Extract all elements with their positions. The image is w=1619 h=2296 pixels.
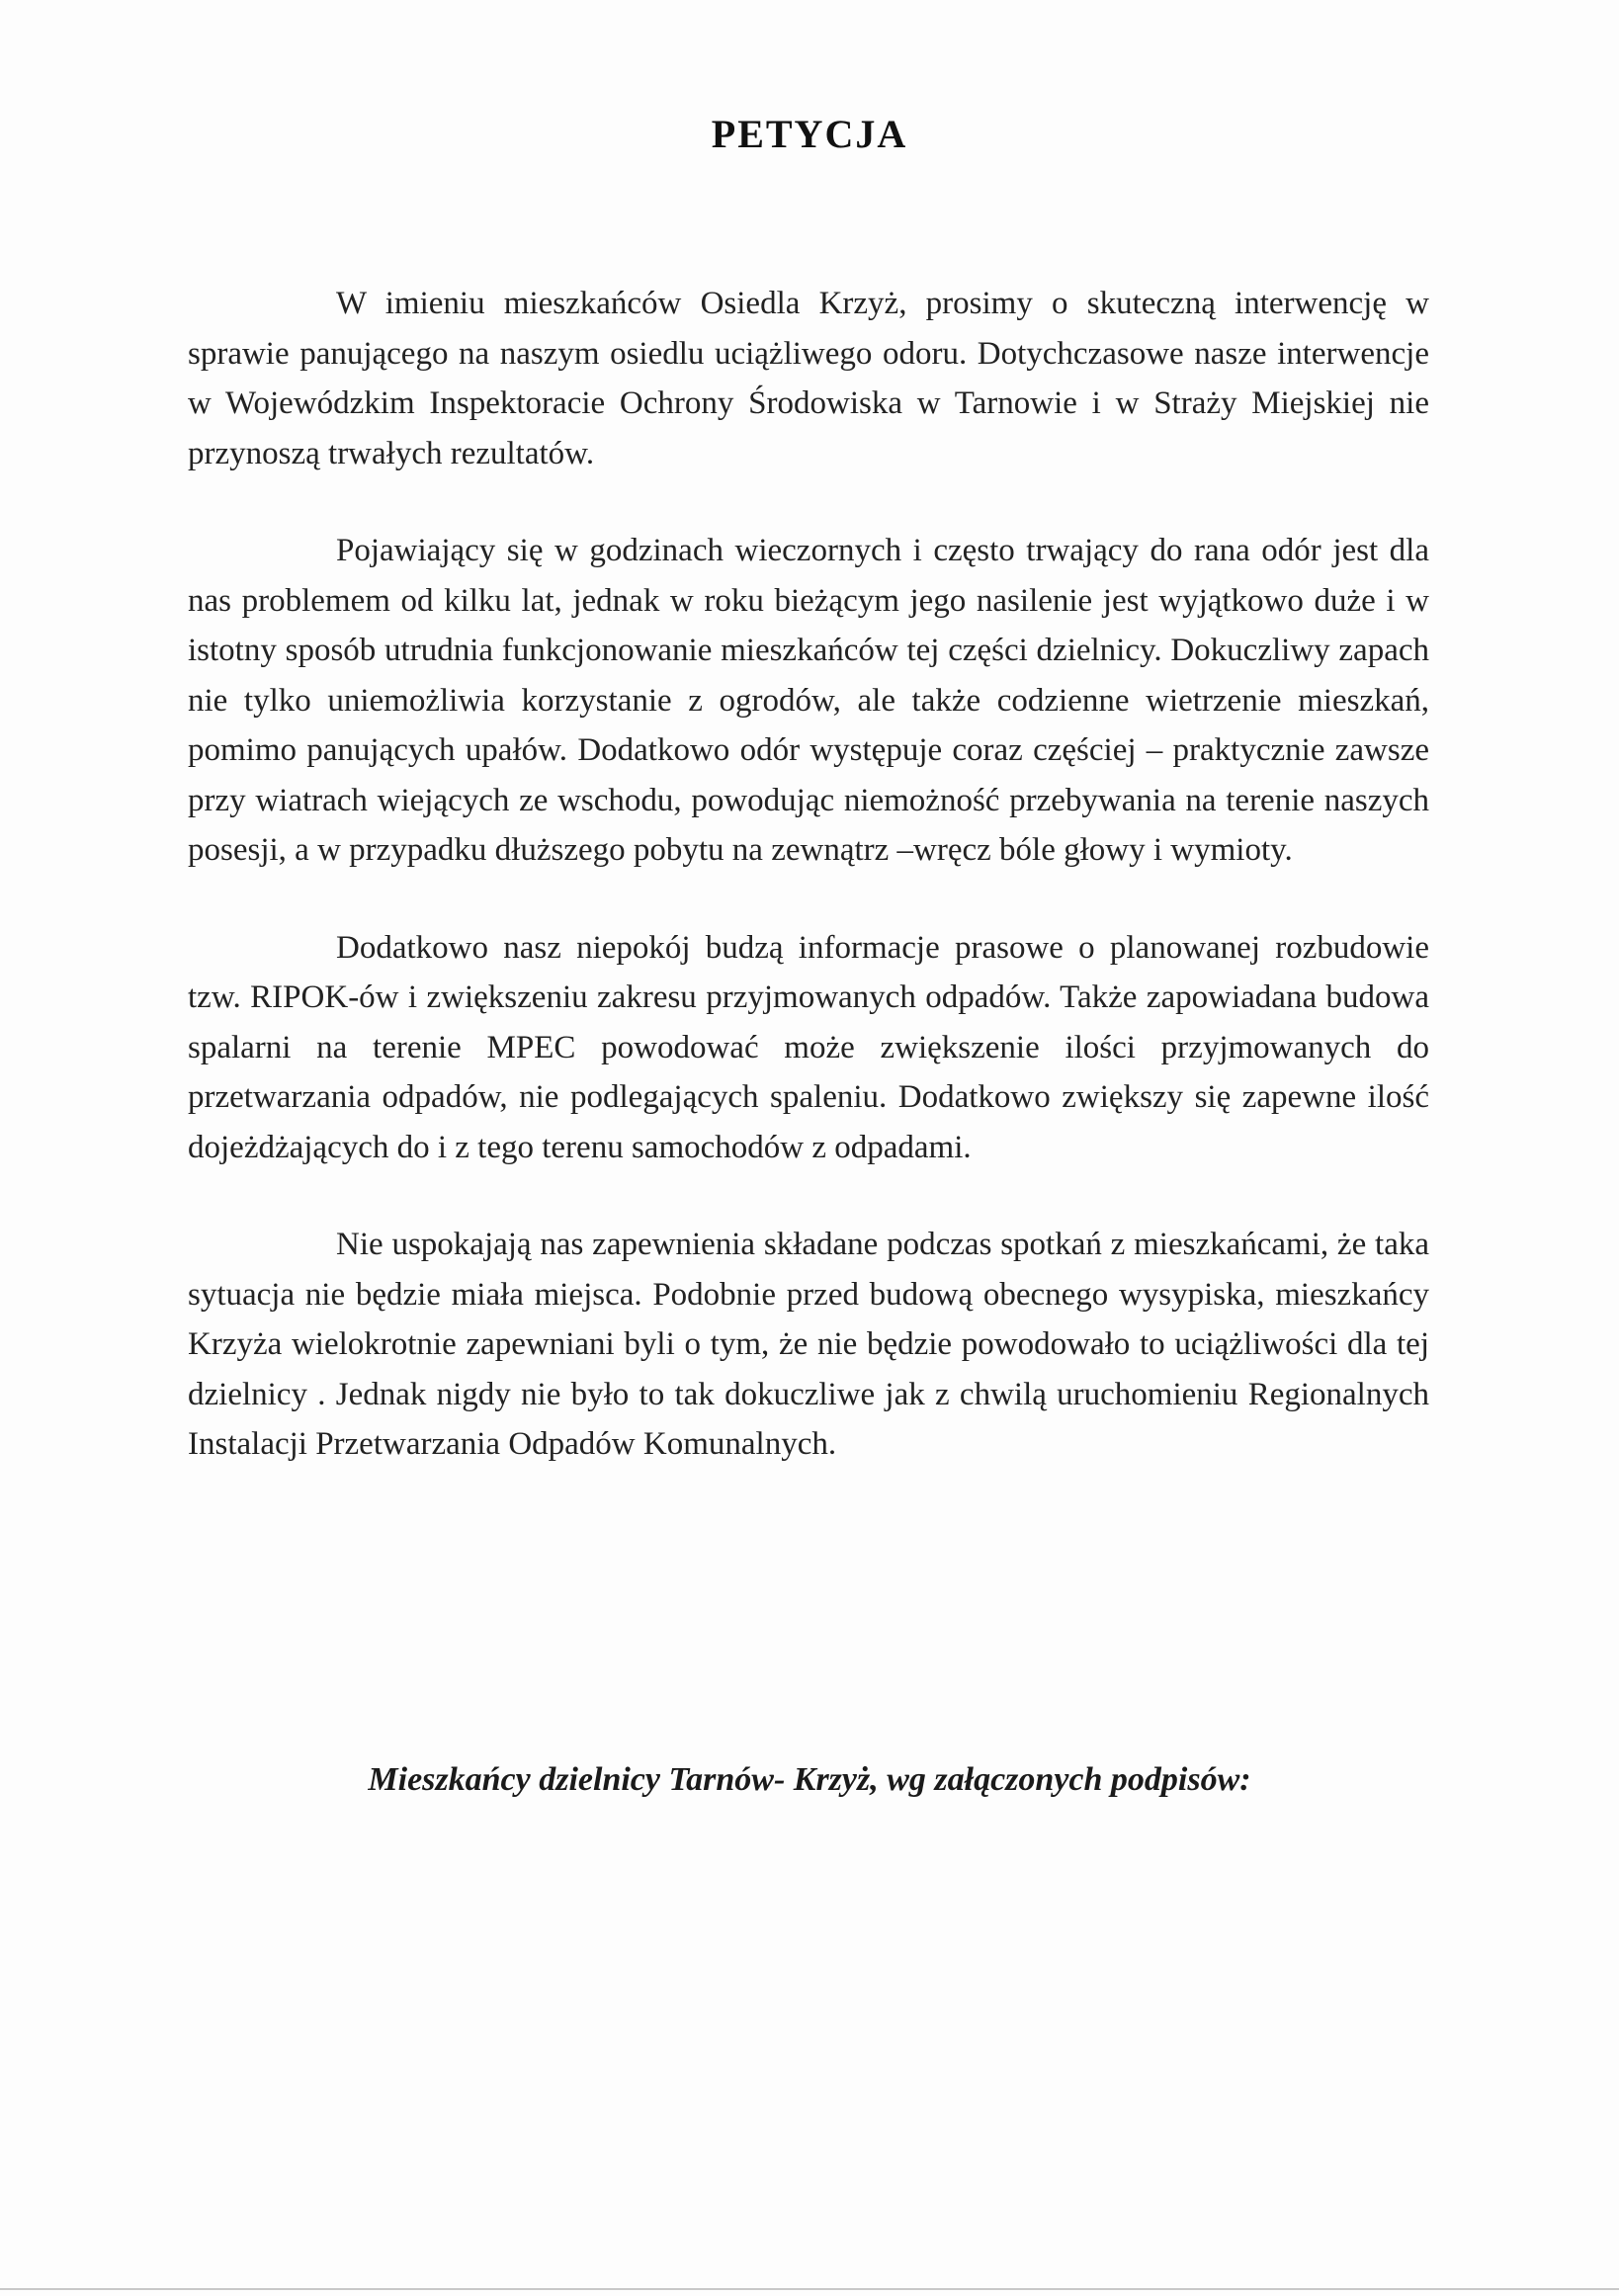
paragraph-2: Pojawiający się w godzinach wieczornych i często trwający do rana odór jest dla nas problemem od kilku lat, jednak w roku bieżącym jego nasilenie jest wyjątkowo duże i w istotny sposób utrudnia funkcjonowanie mieszkańców tej części dzielnicy. Dokuczliwy zapach nie tylko uniemożliwia korzystanie z ogrodów, ale także codzienne wietrzenie mieszkań, pomimo panujących upałów. Dodatkowo odór występuje coraz częściej – praktycznie zawsze przy wiatrach wiejących ze wschodu, powodując niemożność przebywania na terenie naszych posesji, a w przypadku dłuższego pobytu na zewnątrz –wręcz bóle głowy i wymioty. (188, 533, 1429, 868)
paragraph-3: Dodatkowo nasz niepokój budzą informacje prasowe o planowanej rozbudowie tzw. RIPOK-ów i zwiększeniu zakresu przyjmowanych odpadów. Także zapowiadana budowa spalarni na terenie MPEC powodować może zwiększenie ilości przyjmowanych do przetwarzania odpadów, nie podlegających spaleniu. Dodatkowo zwiększy się zapewne ilość dojeżdżających do i z tego terenu samochodów z odpadami. (188, 929, 1429, 1165)
paragraph-4: Nie uspokajają nas zapewnienia składane podczas spotkań z mieszkańcami, że taka sytuacja nie będzie miała miejsca. Podobnie przed budową obecnego wysypiska, mieszkańcy Krzyża wielokrotnie zapewniani byli o tym, że nie będzie powodowało to uciążliwości dla tej dzielnicy . Jednak nigdy nie było to tak dokuczliwe jak z chwilą uruchomieniu Regionalnych Instalacji Przetwarzania Odpadów Komunalnych. (188, 1227, 1429, 1462)
scan-edge-line (0, 2288, 1619, 2290)
document-body (188, 279, 1429, 1517)
signature-line: Mieszkańcy dzielnicy Tarnów- Krzyż, wg załączonych podpisów: (368, 1761, 1251, 1798)
paragraph-1: W imieniu mieszkańców Osiedla Krzyż, prosimy o skuteczną interwencję w sprawie panującego na naszym osiedlu uciążliwego odoru. Dotychczasowe nasze interwencje w Wojewódzkim Inspektoracie Ochrony Środowiska w Tarnowie i w Straży Miejskiej nie przynoszą trwałych rezultatów. (188, 286, 1429, 471)
document-title: PETYCJA (711, 112, 908, 156)
